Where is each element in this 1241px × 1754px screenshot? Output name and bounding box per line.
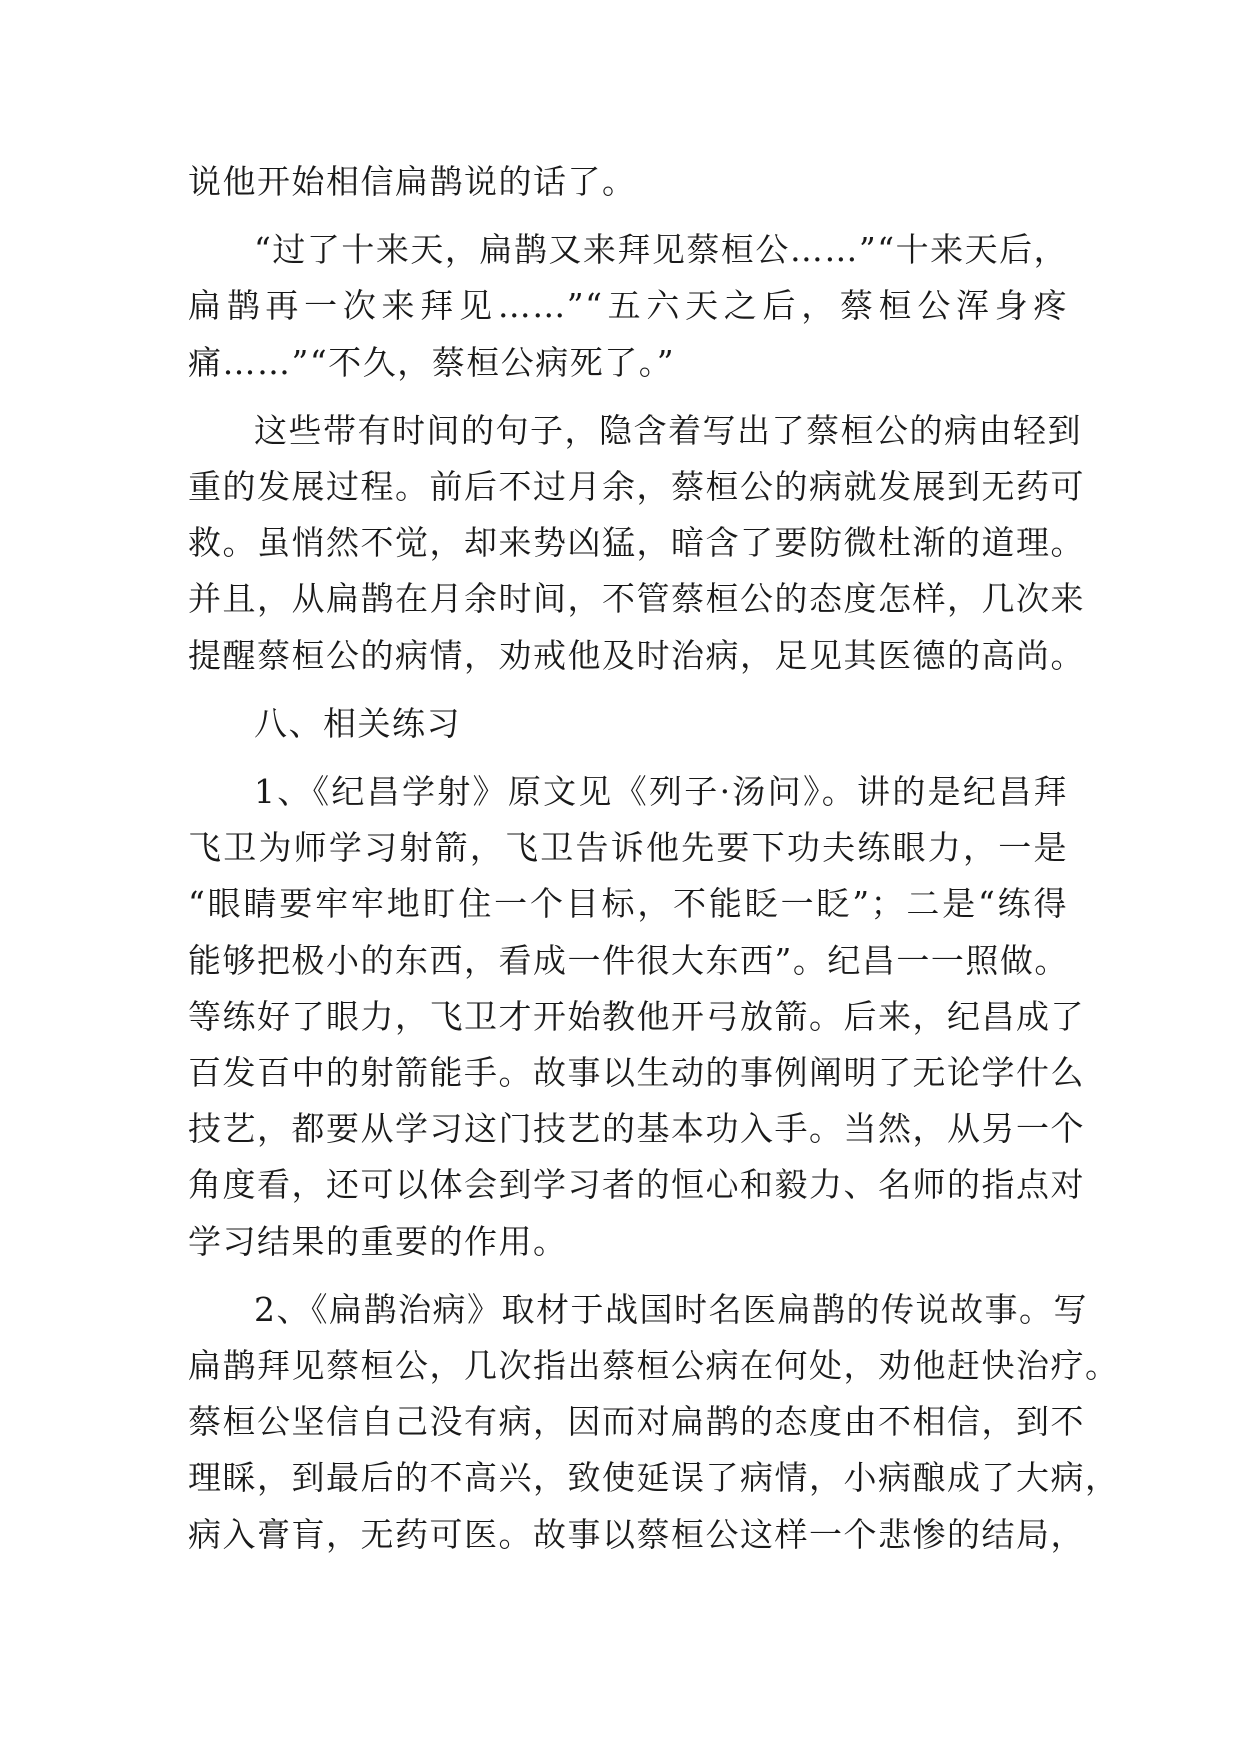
paragraph-continuation: [188, 154, 1068, 210]
text-line: 百发百中的射箭能手。故事以生动的事例阐明了无论学什么: [188, 1053, 1085, 1093]
text-line: 学习结果的重要的作用。: [188, 1221, 568, 1261]
text-line: 等练好了眼力，飞卫才开始教他开弓放箭。后来，纪昌成了: [188, 996, 1085, 1036]
text-line: 角度看，还可以体会到学习者的恒心和毅力、名师的指点对: [188, 1165, 1085, 1205]
paragraph-analysis: [188, 403, 1085, 684]
text-line: 病入膏肓，无药可医。故事以蔡桓公这样一个悲惨的结局，: [188, 1514, 1085, 1554]
text-line: “眼睛要牢牢地盯住一个目标，不能眨一眨”；二是“练得: [188, 884, 1068, 924]
text-line: “过了十来天，扁鹊又来拜见蔡桓公……”“十来天后，: [254, 230, 1069, 270]
text-line: 说他开始相信扁鹊说的话了。: [188, 162, 637, 201]
text-line: 飞卫为师学习射箭，飞卫告诉他先要下功夫练眼力，一是: [188, 828, 1068, 868]
text-line: 重的发展过程。前后不过月余，蔡桓公的病就发展到无药可: [188, 467, 1085, 507]
text-line: 蔡桓公坚信自己没有病，因而对扁鹊的态度由不相信，到不: [188, 1402, 1085, 1442]
section-heading: [188, 696, 1068, 752]
text-line: 2、《扁鹊治病》取材于战国时名医扁鹊的传说故事。写: [254, 1289, 1088, 1329]
text-line: 救。虽悄然不觉，却来势凶猛，暗含了要防微杜渐的道理。: [188, 523, 1085, 563]
section-heading-text: 八、相关练习: [254, 703, 461, 743]
text-line: 痛……”“不久，蔡桓公病死了。”: [188, 342, 676, 382]
text-line: 1、《纪昌学射》原文见《列子·汤问》。讲的是纪昌拜: [254, 772, 1068, 812]
text-line: 这些带有时间的句子，隐含着写出了蔡桓公的病由轻到: [254, 410, 1082, 450]
paragraph-exercise-1: [188, 764, 1085, 1270]
text-line: 能够把极小的东西，看成一件很大东西”。纪昌一一照做。: [188, 940, 1069, 980]
text-line: 扁鹊拜见蔡桓公，几次指出蔡桓公病在何处，劝他赶快治疗。: [188, 1346, 1120, 1386]
paragraph-exercise-2: [188, 1282, 1120, 1563]
text-line: 扁鹊再一次来拜见……”“五六天之后，蔡桓公浑身疼: [188, 286, 1068, 326]
text-line: 技艺，都要从学习这门技艺的基本功入手。当然，从另一个: [188, 1109, 1085, 1149]
text-line: 并且，从扁鹊在月余时间，不管蔡桓公的态度怎样，几次来: [188, 579, 1085, 619]
text-line: 提醒蔡桓公的病情，劝戒他及时治病，足见其医德的高尚。: [188, 635, 1085, 675]
document-body: [188, 154, 1120, 1575]
paragraph-time-quotes: [188, 222, 1068, 391]
text-line: 理睬，到最后的不高兴，致使延误了病情，小病酿成了大病，: [188, 1458, 1120, 1498]
